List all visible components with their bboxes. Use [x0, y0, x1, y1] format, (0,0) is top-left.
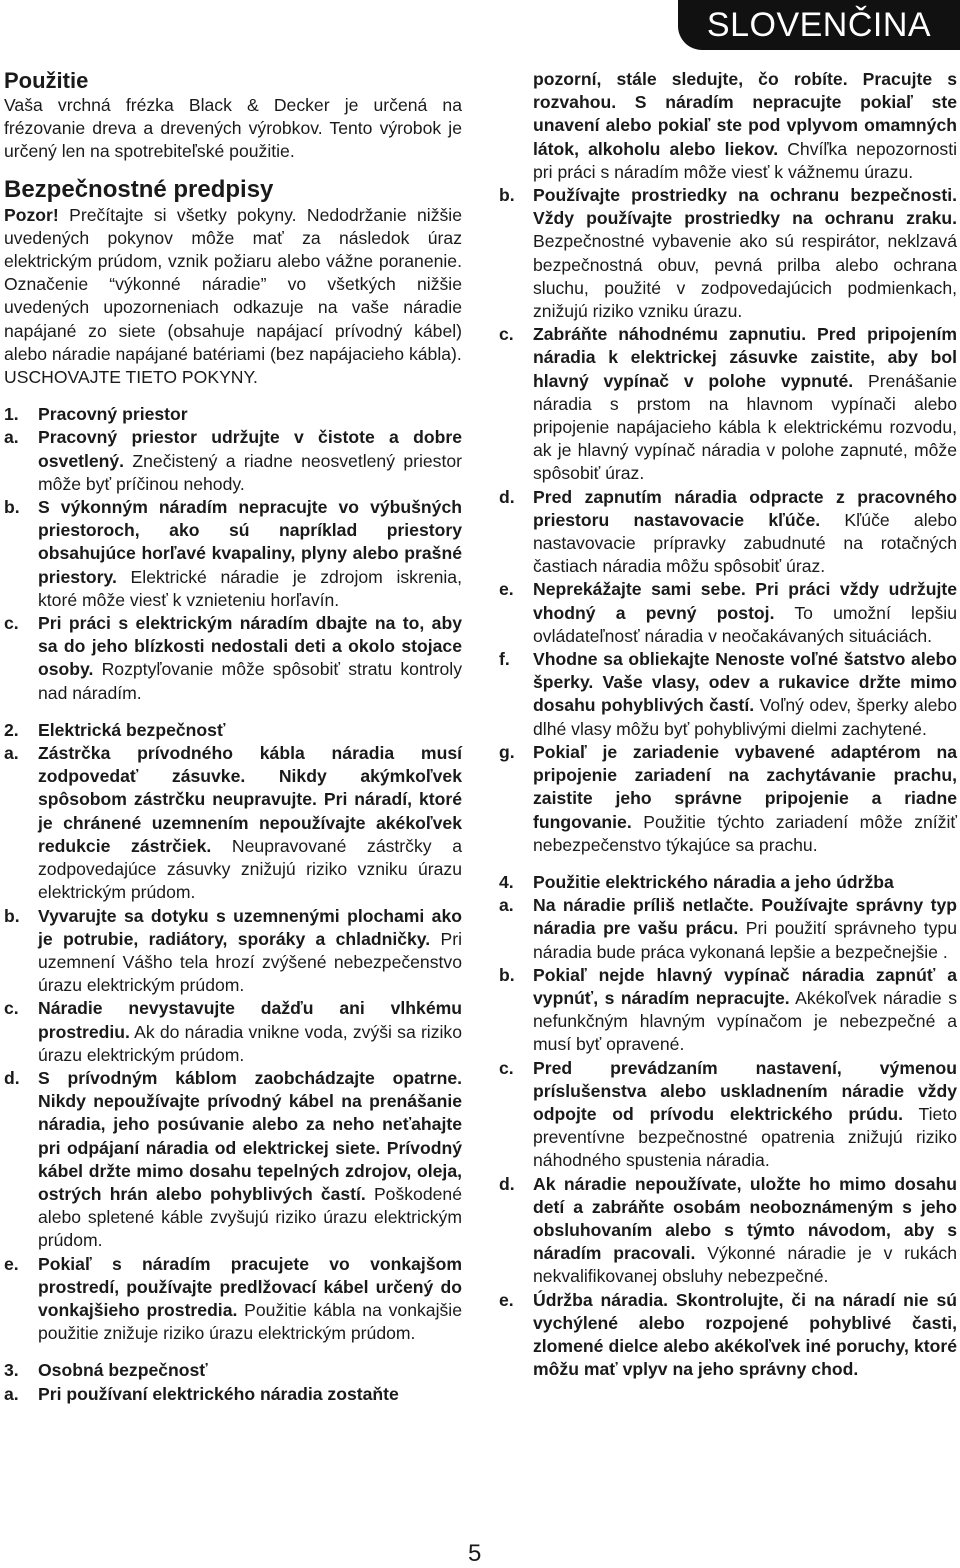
list-item: e. Pokiaľ s náradím pracujete vo vonkajšom prostredí, používajte predlžovací kábel určený do vonkajšieho prostredia. Použitie kábla na vonkajšie použitie znižuje riziko úrazu elektrickým prúdom.: [4, 1253, 462, 1344]
section-heading: 2. Elektrická bezpečnosť: [4, 719, 226, 740]
list-item-continued: pozorní, stále sledujte, čo robíte. Pracujte s rozvahou. S náradím nepracujte pokiaľ ste unavení alebo pokiaľ ste pod vplyvom omamných látok, alkoholu alebo liekov. Chvíľka nepozornosti pri práci s náradím môže viesť k vážnemu úrazu.: [533, 69, 957, 182]
right-column: [499, 68, 957, 1381]
list-item: b. Vyvarujte sa dotyku s uzemnenými plochami ako je potrubie, radiátory, sporáky a chladničky. Pri uzemnení Vášho tela hrozí zvýšené nebezpečenstvo úrazu elektrickým prúdom.: [4, 905, 463, 996]
section-heading: 4. Použitie elektrického náradia a jeho údržba: [499, 871, 894, 892]
safety-warning-label: Pozor!: [4, 204, 59, 225]
safety-title: Bezpečnostné predpisy: [4, 175, 274, 203]
list-item: c. Pred prevádzaním nastavení, výmenou príslušenstva alebo uskladnením náradie vždy odpojte od prívodu elektrického prúdu. Tieto preventívne bezpečnostné opatrenia znižujú riziko náhodného spustenia náradia.: [499, 1057, 958, 1171]
list-item: d. S prívodným káblom zaobchádzajte opatrne. Nikdy nepoužívajte prívodný kábel na prenášanie náradia, jeho posúvanie alebo za neho neťahajte pri odpájaní náradia od elektrickej siete. Prívodný kábel držte mimo dosahu tepelných zdrojov, oleja, ostrých hrán alebo pohyblivých častí. Poškodené alebo spletené káble zvyšujú riziko úrazu elektrickým prúdom.: [4, 1067, 462, 1251]
list-item: b. Pokiaľ nejde hlavný vypínač náradia zapnúť a vypnúť, s náradím nepracujte. Akékoľvek náradie s nefunkčným hlavným vypínačom je nebezpečné a musí byť opravené.: [499, 964, 957, 1055]
section-heading: 1. Pracovný priestor: [4, 404, 188, 425]
list-item: b. Používajte prostriedky na ochranu bezpečnosti. Vždy používajte prostriedky na ochranu zraku. Bezpečnostné vybavenie ako sú respirátor, neklzavá bezpečnostná obuv, pevná prilba alebo ochrana sluchu, použité v zodpovedajúcich podmienkach, znižujú riziko vzniku úrazu.: [499, 185, 957, 322]
list-item: c. Zabráňte náhodnému zapnutiu. Pred pripojením náradia k elektrickej zásuvke zaistite, aby bol hlavný vypínač v polohe vypnuté. Prenášanie náradia s prstom na hlavnom vypínači alebo pripojenie napájacieho kábla k elektrickému rozvodu, ak je hlavný vypínač náradia v polohe zapnuté, môže spôsobiť úraz.: [499, 324, 957, 484]
list-item: g. Pokiaľ je zariadenie vybavené adaptérom na pripojenie zariadení na zachytávanie prachu, zaistite jeho správne pripojenie a riadne fungovanie. Použitie týchto zariadení môže znížiť nebezpečenstvo týkajúce sa prachu.: [499, 741, 957, 855]
list-item: a. Zástrčka prívodného kábla náradia musí zodpovedať zásuvke. Nikdy akýmkoľvek spôsobom zástrčku neupravujte. Pri náradí, ktoré je chránené uzemnením nepoužívajte akékoľvek redukcie zástrčiek. Neupravované zástrčky a zodpovedajúce zásuvky znižujú riziko vzniku úrazu elektrickým prúdom.: [4, 743, 462, 903]
usage-text: Vaša vrchná frézka Black & Decker je určená na frézovanie dreva a drevených výrobkov. Tento výrobok je určený len na spotrebiteľské použitie.: [4, 95, 462, 162]
list-item: c. Náradie nevystavujte dažďu ani vlhkému prostrediu. Ak do náradia vnikne voda, zvýši sa riziko úrazu elektrickým prúdom.: [4, 998, 462, 1065]
list-item: e. Údržba náradia. Skontrolujte, či na náradí nie sú vychýlené alebo rozpojené pohyblivé časti, zlomené dielce alebo akékoľvek iné poruchy, ktoré môžu mať vplyv na jeho správny chod.: [499, 1289, 957, 1380]
list-item: a. Na náradie príliš netlačte. Používajte správny typ náradia pre vašu prácu. Pri použití správneho typu náradia bude práca vykonaná lepšie a bezpečnejšie .: [499, 895, 957, 962]
usage-title: Použitie: [4, 68, 89, 93]
list-item: f. Vhodne sa obliekajte Nenoste voľné šatstvo alebo šperky. Vaše vlasy, odev a rukavice držte mimo dosahu pohyblivých častí. Voľný odev, šperky alebo dlhé vlasy môžu byť pohyblivými dielmi zachytené.: [499, 649, 957, 739]
list-item: d. Ak náradie nepoužívate, uložte ho mimo dosahu detí a zabráňte osobám neoboznámeným s jeho obsluhovaním alebo s týmto návodom, aby s náradím pracovali. Výkonné náradie je v rukách nekvalifikovanej obsluhy nebezpečné.: [499, 1173, 957, 1287]
language-tab: SLOVENČINA: [678, 0, 960, 50]
list-item: a. Pri používaní elektrického náradia zostaňte: [4, 1383, 399, 1404]
safety-text: [4, 204, 462, 366]
list-item: c. Pri práci s elektrickým náradím dbajte na to, aby sa do jeho blízkosti nedostali deti a okolo stojace osoby. Rozptyľovanie môže spôsobiť stratu kontroly nad náradím.: [4, 613, 462, 703]
left-column: [4, 68, 462, 1406]
list-item: a. Pracovný priestor udržujte v čistote a dobre osvetlený. Znečistený a riadne neosvetlený priestor môže byť príčinou nehody.: [4, 427, 462, 494]
list-item: d. Pred zapnutím náradia odpracte z pracovného priestoru nastavovacie kľúče. Kľúče alebo nastavovacie prípravky zabudnuté na rotačných častiach náradia môžu spôsobiť úraz.: [499, 486, 957, 577]
keep-instructions: USCHOVAJTE TIETO POKYNY.: [4, 367, 258, 388]
list-item: e. Neprekážajte sami sebe. Pri práci vždy udržujte vhodný a pevný postoj. To umožní lepšiu ovládateľnosť náradia v neočakávaných situáciách.: [499, 579, 957, 646]
page-number: 5: [468, 1540, 482, 1567]
section-heading: 3. Osobná bezpečnosť: [4, 1360, 208, 1381]
safety-warning-body: Prečítajte si všetky pokyny. Nedodržanie nižšie uvedených pokynov môže mať za následok úraz elektrickým prúdom, vznik požiaru alebo vážne poranenie. Označenie “výkonné náradie” vo všetkých nižšie uvedených upozorneniach odkazuje na vaše náradie napájané zo siete (obsahuje napájací prívodný kábel) alebo náradie napájané batériami (bez napájacieho kábla).: [4, 204, 462, 364]
list-item: b. S výkonným náradím nepracujte vo výbušných priestoroch, ako sú napríklad priestory obsahujúce horľavé kvapaliny, plyny alebo prašné priestory. Elektrické náradie je zdrojom iskrenia, ktoré môže viesť k vznieteniu horľavín.: [4, 497, 462, 610]
